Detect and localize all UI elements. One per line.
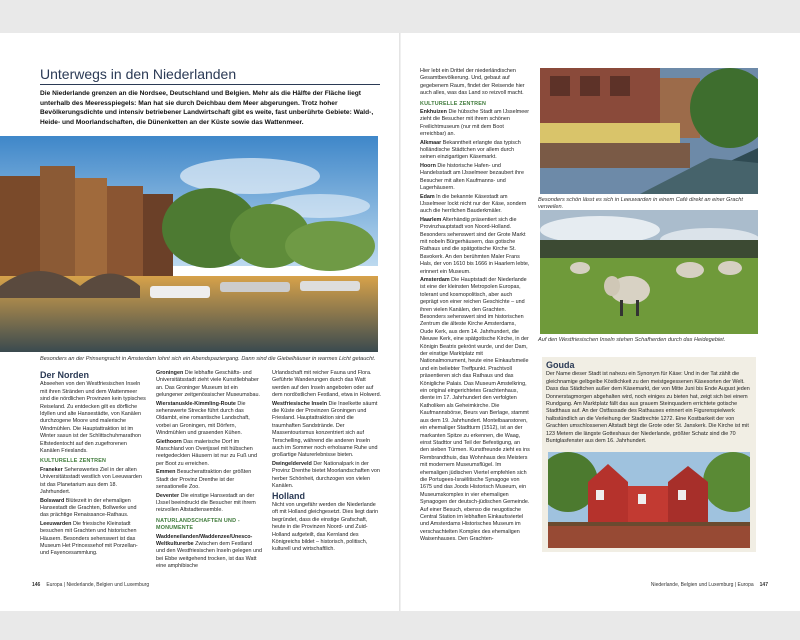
paragraph: Die friesische Kleinstadt besuchen mit Grachten und historischen Häusern. Besonders sehenswert ist das Museum Het Princessehof mit Porzellan- und Fayencesammlung. (40, 520, 138, 557)
leeuwarden-cafe-photo (540, 68, 758, 194)
gouda-town-photo (548, 452, 750, 548)
place-name: Waddeneilanden/Waddenzee/Unesco-Weltkulturerbe (156, 533, 253, 547)
running-footer: Europa | Niederlande, Belgien und Luxemburg (46, 582, 150, 588)
place-name: Hoorn (420, 162, 436, 169)
left-footer (26, 582, 149, 588)
place-name: Leeuwarden (40, 520, 72, 527)
leeuwarden-photo-caption: Besonders schön lässt es sich in Leeuwarden in einem Café direkt an einer Gracht verweilen. (538, 197, 743, 210)
section-heading-holland: Holland (272, 490, 305, 501)
gouda-infobox-text (546, 360, 752, 450)
title-rule (40, 84, 380, 85)
paragraph: Der Name dieser Stadt ist nahezu ein Synonym für Käse: Und in der Tat zählt die gleichnamige gelbgelbe Köstlichkeit zu den meistgegessenen Käsesorten der Welt. Dass das Städtchen außer dem Käsemarkt, der von Mitte Juni bis Ende August jeden Donnerstagmorgen abgehalten wird, noch einiges zu bieten hat, zeigt sich bei einem Rundgang. Am Marktplatz fällt das aus grauem Steinquadern errichtete gotische Stadthaus auf. An der Ostfassade des Rathauses erinnert ein Figurenspielwerk halbstündlich an die Verleihung der Stadtrechte 1272. Eine Kostbarkeit der von Grachten umschlossenen Altstadt birgt die Grote oder St. Janskerk. Die Kirche ist mit 123 Metern die längste Gotteshaus der Niederlande, größter Schatz sind die 70 Buntglasfenster aus dem 16. Jahrhundert. (546, 371, 750, 445)
paragraph: Abseehen von den Westfriesischen Inseln mit ihren Stränden und dem Wattenmeer sind die nördlichen Provinzen kein typisches Reiseland. Zu entdecken gilt es dörfliche Idyllen und alte Hansestädte, von Kanälen durchzogene Moore und malerische Windmühlen. Die Hauptattraktion ist im Winter sasun ist der Schlittschuhmarathon Elfstedentocht auf den zugefrorenen Kanälen Frieslands. (40, 381, 146, 455)
place-name: Giethoorn (156, 438, 182, 445)
paragraph: Die Hauptstadt der Niederlande ist eine der kleinsten Metropolen Europas, tolerant und kosmopolitisch, aber auch geprägt von einer reichen Geschichte – und ihren vielen Kanälen, den Grachten. Besonders sehenswert sind im historischen Zentrum die älteste Kirche Amsterdams, Oude Kerk, aus dem 14. Jahrhundert, die Nieuwe Kerk, eine spätgotische Kirche, in der Königin Beatrix gekrönt wurde, und der Dam, der einstige Marktplatz mit Nationalmonument, heute eine Einkaufsmeile und ein beliebter Treffpunkt. Prachtvoll präsentieren sich das Rathaus und das Königliche Palais. Das Museum Amstelkring, ein original eingerichtetes Grachtenhaus, diente im 17. Jahrhundert den verfolgten Katholiken als Geheimkirche. Die Kaufmannsbörse, Beurs van Berlage, stammt aus dem 19. Jahrhundert. Montelbaanstoren, ein ehemaliger Stadtturm (1512), ist an der markanten Spitze zu erkennen, die Waag, einst Stadttor und Teil der Befestigung, an den sieben Türmen. Kunstfreunde zieht es ins Rembrandthuis, das Wohnhaus des Meisters mit modernem Museumsflügel. Im ehemaligen jüdischen Viertel empfehlen sich die Portugees-Israëlitische Synagoge von 1675 und das Joods Historisch Museum, ein Museumskomplex in vier ehemaligen Synagogen der deutsch-jüdischen Gemeinde. Auf einer Besuch, ebenso die neugotische Central Station im lebhaften Einkaufsviertel und Amsterdams Historisches Museum im verschachtelten Komplex des ehemaligen Waisenhauses. Den Grachten- (420, 276, 530, 543)
place-name: Edam (420, 193, 435, 200)
paragraph: Hier lebt ein Drittel der niederländischen Gesamtbevölkerung. Und, gebaut auf gegebenem Raum, findet der Reisende hier auch alles, was das Land so reizvoll macht. (420, 68, 525, 97)
amsterdam-photo-caption: Besonders an der Prinsengracht in Amsterdam lohnt sich ein Abendspaziergang. Dann sind die Giebelhäuser in warmes Licht getaucht. (40, 356, 376, 362)
paragraph: Die hübsche Stadt am IJsselmeer zieht die Besucher mit ihrem schönen Freilichtmuseum (nur mit dem Boot erreichbar) an. (420, 109, 530, 138)
paragraph: Die sehenswerte Strecke führt durch das Oldambt, eine romantische Landschaft, vorbei an Groningen, mit Dörfern, Windmühlen und grasenden Kühen. (156, 400, 250, 437)
paragraph: Das malerische Dorf im Marschland von Overijssel mit hübschen reetgedeckten Häusern ist nur zu Fuß und per Boot zu erreichen. (156, 438, 257, 467)
right-footer (651, 582, 774, 588)
paragraph: In die bekannte Käsestadt am IJsselmeer lockt nicht nur der Käse, sondern auch die herrlichen Bauderkmäler. (420, 193, 527, 215)
paragraph: Der Nationalpark in der Provinz Drenthe bietet Moorlandschaften von herber Schönheit, durchzogen von vielen Kanälen. (272, 460, 380, 490)
amsterdam-canal-photo (0, 136, 378, 352)
gouda-heading: Gouda (546, 360, 575, 370)
paragraph: Die historische Hafen- und Handelsstadt am IJsselmeer bezaubert ihre Besucher mit alten Kaufmanns- und Lagerhäusern. (420, 162, 524, 192)
sheep-photo-caption: Auf den Westfriesischen Inseln stehen Schafherden durch das Heidegebiet. (538, 337, 726, 343)
place-name: Groningen (156, 370, 184, 376)
place-name: Alkmaar (420, 139, 442, 146)
place-name: Bolsward (40, 497, 65, 504)
paragraph: Die einstige Hansestadt an der IJssel beeindruckt die Besucher mit ihrem reizvollen Altstadtensemble. (156, 492, 256, 514)
place-name: Westfriesische Inseln (272, 400, 328, 407)
subheading-naturlandschaften: NATURLANDSCHAFTEN UND -MONUMENTE (156, 517, 240, 532)
right-column-1 (420, 68, 530, 558)
left-column-3 (272, 370, 382, 576)
place-name: Deventer (156, 492, 180, 499)
page-number: 147 (759, 582, 768, 588)
intro-text: Die Niederlande grenzen an die Nordsee, Deutschland und Belgien. Mehr als die Hälfte der Fläche liegt unterhalb des Meeresspiegels: Man hat sie durch Deichbau dem Meer abgerungen. Trotz hoher Bevölkerungsdichte und intensiv betriebener Landwirtschaft gibt es weite, fast unberührte Gebiete: Wald-, Heide- und Moorlandschaften, die Dünenketten an der Küste sowie das Wattenmeer. (40, 90, 374, 126)
section-heading-norden: Der Norden (40, 370, 90, 380)
page-title: Unterwegs in den Niederlanden (40, 66, 237, 82)
place-name: Dwingelderveld (272, 460, 312, 467)
left-column-1 (40, 370, 146, 576)
book-gutter (399, 33, 401, 611)
subheading-kulturelle-zentren: KULTURELLE ZENTREN (420, 100, 487, 107)
paragraph: Sehenswertes Ziel in der alten Universitätsstadt westlich von Leeuwarden ist das Planetarium aus dem 18. Jahrhundert. (40, 466, 142, 496)
place-name: Franeker (40, 466, 63, 473)
paragraph: Die Inselkette säumt die Küste der Provinzen Groningen und Friesland. Hauptattraktion sind die traumhaften Sandstrände. Der Massentourismus konzentriert sich auf Terschelling, während die anderen Inseln auch im Sommer noch erholsame Ruhe und großartige Naturerlebnisse bieten. (272, 400, 378, 459)
place-name: Emmen (156, 469, 176, 476)
place-name: Wierstanuskle-Kimmling-Route (156, 400, 236, 407)
subheading-kulturelle-zentren: KULTURELLE ZENTREN (40, 458, 107, 465)
left-column-2 (156, 370, 262, 576)
paragraph: Blütezeit in der ehemaligen Hansestadt die Grachten, Bollwerke und das prächtige Renaissance-Rathaus. (40, 497, 137, 519)
page-number: 146 (32, 582, 41, 588)
paragraph: Nicht von ungefähr werden die Niederlande oft mit Holland gleichgesetzt. Dies liegt darin begründet, dass die einstige Grafschaft, heute in die Provinzen Noord- und Zuid-Holland aufgeteilt, das Kernland des Königreichs bildet – historisch, politisch, kulturell und wirtschaftlich. (272, 501, 379, 553)
paragraph: Besucherattraktion der größten Stadt der Provinz Drenthe ist der sensationelle Zoo. (156, 469, 252, 491)
running-footer: Niederlande, Belgien und Luxemburg | Europa (650, 582, 754, 588)
place-name: Enkhuizen (420, 109, 447, 116)
sheep-heath-photo (540, 210, 758, 334)
place-name: Haarlem (420, 216, 442, 223)
paragraph: Alterhändig präsentiert sich die Provinzhauptstadt von Noord-Holland. Besonders sehenswert sind der Grote Markt mit nobeln Bürgerhäusern, das gotische Rathaus und die spätgotische Kirche St. Bavokerk. An den berühmten Maler Frans Hals, der von 1610 bis 1666 in Haarlem lebte, erinnert ein Museum. (420, 216, 530, 275)
paragraph: Bekanntheit erlangte das typisch holländische Städtchen vor allem durch seinen einzigartigen Käsemarkt. (420, 139, 521, 161)
paragraph: Die lebhafte Geschäfts- und Universitätsstadt zieht viele Kunstliebhaber an. Das Groninger Museum ist ein gelungener zeitgenössischer Museumsbau. (156, 370, 260, 399)
paragraph: Urlandschaft mit reicher Fauna und Flora. Geführte Wanderungen durch das Watt werden auf den Inseln angeboten oder auf dem nordöstlichen Festland, etwa in Holwerd. (272, 370, 382, 399)
paragraph: Zwischen dem Festland und den Westfriesischen Inseln gelegen und bei Ebbe weitgehend trocken, ist das Watt eine amphibische (156, 540, 262, 570)
place-name: Amsterdam (420, 276, 450, 283)
